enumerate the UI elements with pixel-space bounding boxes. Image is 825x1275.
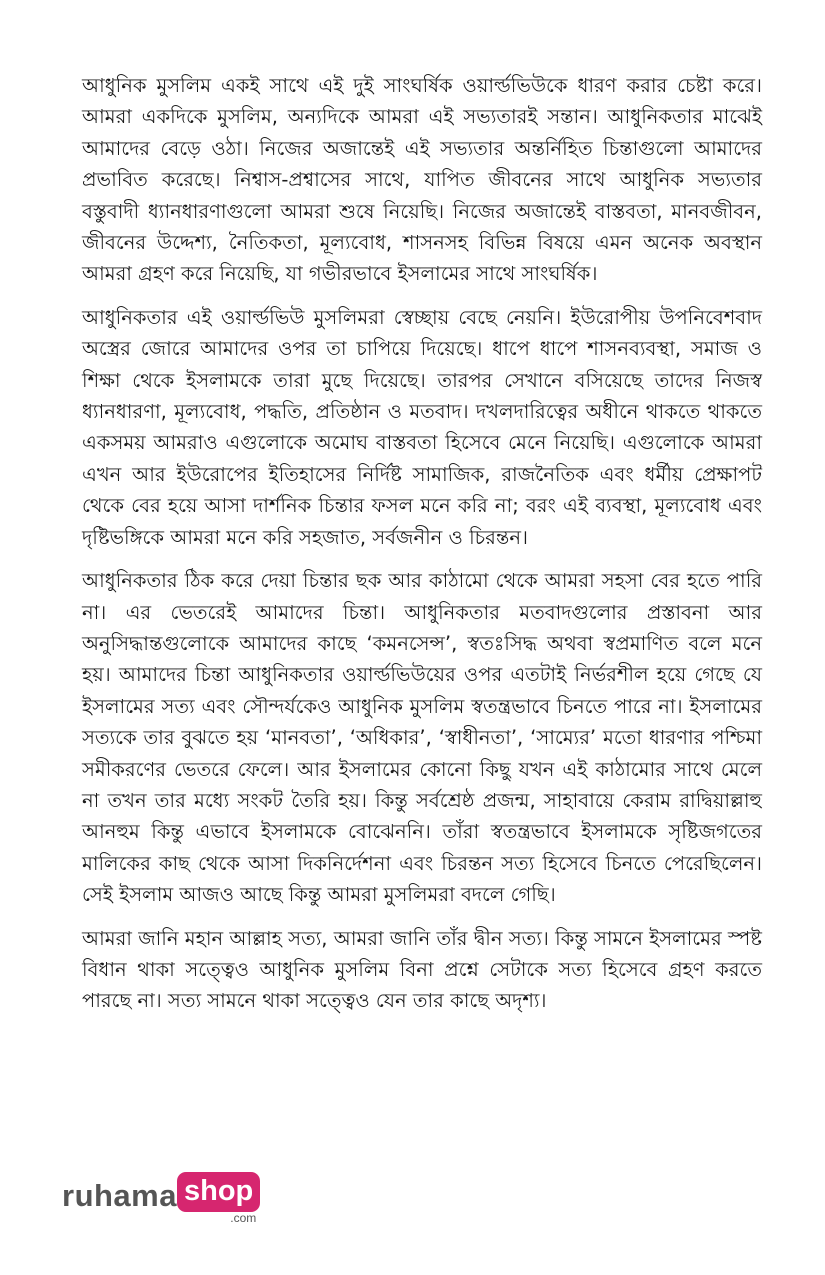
paragraph-1: আধুনিক মুসলিম একই সাথে এই দুই সাংঘর্ষিক ওয়ার্ল্ডভিউকে ধারণ করার চেষ্টা করে। আমরা একদিকে মুসলিম, অন্যদিকে আমরা এই সভ্যতারই সন্তান। আধুনিকতার মাঝেই আমাদের বেড়ে ওঠা। নিজের অজান্তেই এই সভ্যতার অন্তর্নিহিত চিন্তাগুলো আমাদের প্রভাবিত করেছে। নিশ্বাস-প্রশ্বাসের সাথে, যাপিত জীবনের সাথে আধুনিক সভ্যতার বস্তুবাদী ধ্যানধারণাগুলো আমরা শুষে নিয়েছি। নিজের অজান্তেই বাস্তবতা, মানবজীবন, জীবনের উদ্দেশ্য, নৈতিকতা, মূল্যবোধ, শাসনসহ বিভিন্ন বিষয়ে এমন অনেক অবস্থান আমরা গ্রহণ করে নিয়েছি, যা গভীরভাবে ইসলামের সাথে সাংঘর্ষিক। bbox=[82, 74, 762, 286]
logo-left-text: ruhama bbox=[62, 1178, 177, 1213]
logo-shop-box: shop bbox=[177, 1172, 260, 1212]
ruhamashop-logo bbox=[62, 1172, 260, 1232]
page-body bbox=[82, 70, 762, 1029]
paragraph-2: আধুনিকতার এই ওয়ার্ল্ডভিউ মুসলিমরা স্বেচ্ছায় বেছে নেয়নি। ইউরোপীয় উপনিবেশবাদ অস্ত্রের জোরে আমাদের ওপর তা চাপিয়ে দিয়েছে। ধাপে ধাপে শাসনব্যবস্থা, সমাজ ও শিক্ষা থেকে ইসলামকে তারা মুছে দিয়েছে। তারপর সেখানে বসিয়েছে তাদের নিজস্ব ধ্যানধারণা, মূল্যবোধ, পদ্ধতি, প্রতিষ্ঠান ও মতবাদ। দখলদারিত্বের অধীনে থাকতে থাকতে একসময় আমরাও এগুলোকে অমোঘ বাস্তবতা হিসেবে মেনে নিয়েছি। এগুলোকে আমরা এখন আর ইউরোপের ইতিহাসের নির্দিষ্ট সামাজিক, রাজনৈতিক এবং ধর্মীয় প্রেক্ষাপট থেকে বের হয়ে আসা দার্শনিক চিন্তার ফসল মনে করি না; বরং এই ব্যবস্থা, মূল্যবোধ এবং দৃষ্টিভঙ্গিকে আমরা মনে করি সহজাত, সর্বজনীন ও চিরন্তন। bbox=[82, 305, 762, 549]
paragraph-4: আমরা জানি মহান আল্লাহ সত্য, আমরা জানি তাঁর দ্বীন সত্য। কিন্তু সামনে ইসলামের স্পষ্ট বিধান থাকা সত্ত্বেও আধুনিক মুসলিম বিনা প্রশ্নে সেটাকে সত্য হিসেবে গ্রহণ করতে পারছে না। সত্য সামনে থাকা সত্ত্বেও যেন তার কাছে অদৃশ্য। bbox=[82, 926, 762, 1013]
paragraph-3: আধুনিকতার ঠিক করে দেয়া চিন্তার ছক আর কাঠামো থেকে আমরা সহসা বের হতে পারি না। এর ভেতরেই আমাদের চিন্তা। আধুনিকতার মতবাদগুলোর প্রস্তাবনা আর অনুসিদ্ধান্তগুলোকে আমাদের কাছে ‘কমনসেন্স’, স্বতঃসিদ্ধ অথবা স্বপ্রমাণিত বলে মনে হয়। আমাদের চিন্তা আধুনিকতার ওয়ার্ল্ডভিউয়ের ওপর এতটাই নির্ভরশীল হয়ে গেছে যে ইসলামের সত্য এবং সৌন্দর্যকেও আধুনিক মুসলিম স্বতন্ত্রভাবে চিনতে পারে না। ইসলামের সত্যকে তার বুঝতে হয় ‘মানবতা’, ‘অধিকার’, ‘স্বাধীনতা’, ‘সাম্যের’ মতো ধারণার পশ্চিমা সমীকরণের ভেতরে ফেলে। আর ইসলামের কোনো কিছু যখন এই কাঠামোর সাথে মেলে না তখন তার মধ্যে সংকট তৈরি হয়। কিন্তু সর্বশ্রেষ্ঠ প্রজন্ম, সাহাবায়ে কেরাম রাদ্বিয়াল্লাহু আনহুম কিন্তু এভাবে ইসলামকে বোঝেননি। তাঁরা স্বতন্ত্রভাবে ইসলামকে সৃষ্টিজগতের মালিকের কাছ থেকে আসা দিকনির্দেশনা এবং চিরন্তন সত্য হিসেবে চিনতে পেরেছিলেন। সেই ইসলাম আজও আছে কিন্তু আমরা মুসলিমরা বদলে গেছি। bbox=[82, 569, 762, 907]
logo-badge bbox=[177, 1172, 260, 1225]
logo-domain-text: .com bbox=[230, 1211, 257, 1225]
